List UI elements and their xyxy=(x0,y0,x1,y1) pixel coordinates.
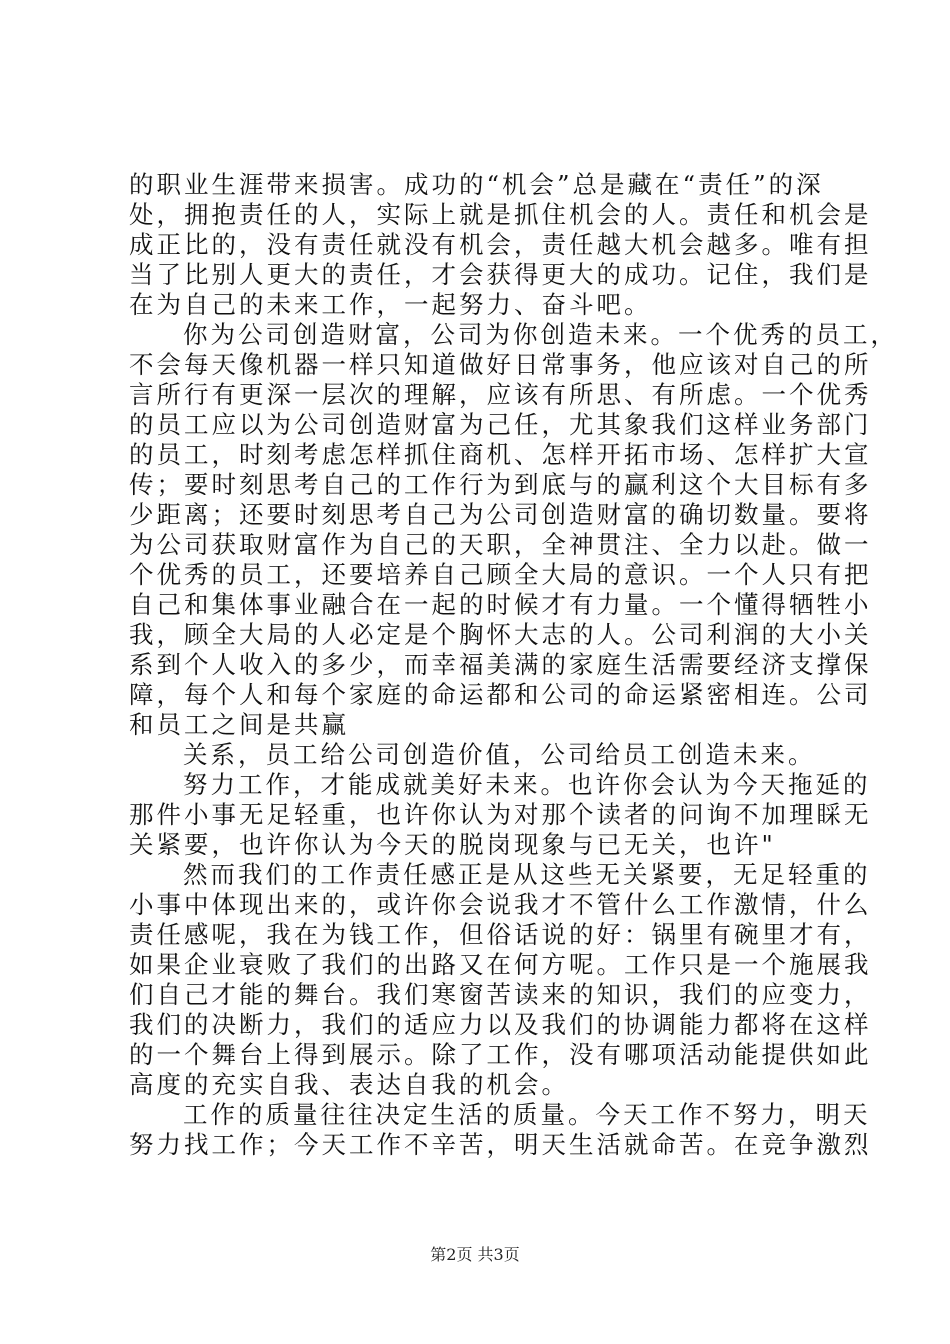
text-line: 在为自己的未来工作，一起努力、奋斗吧。 xyxy=(129,290,652,319)
page-footer: 第2页 共3页 xyxy=(430,1245,520,1264)
text-line: 系到个人收入的多少，而幸福美满的家庭生活需要经济支撑保 xyxy=(129,650,872,679)
text-line: 成正比的，没有责任就没有机会，责任越大机会越多。唯有担 xyxy=(129,230,872,259)
text-line: 的职业生涯带来损害。成功的“机会”总是藏在“责任”的深 xyxy=(129,170,824,199)
text-line: 小事中体现出来的，或许你会说我才不管什么工作激情，什么 xyxy=(129,890,872,919)
text-line: 处，拥抱责任的人，实际上就是抓住机会的人。责任和机会是 xyxy=(129,200,872,229)
text-line: 的一个舞台上得到展示。除了工作，没有哪项活动能提供如此 xyxy=(129,1040,872,1069)
text-line: 那件小事无足轻重，也许你认为对那个读者的问询不加理睬无 xyxy=(129,800,872,829)
text-line: 个优秀的员工，还要培养自己顾全大局的意识。一个人只有把 xyxy=(129,560,872,589)
text-line: 的员工应以为公司创造财富为己任，尤其象我们这样业务部门 xyxy=(129,410,872,439)
text-line: 少距离；还要时刻思考自己为公司创造财富的确切数量。要将 xyxy=(129,500,872,529)
text-line: 言所行有更深一层次的理解，应该有所思、有所虑。一个优秀 xyxy=(129,380,872,409)
text-line: 努力找工作；今天工作不辛苦，明天生活就命苦。在竞争激烈 xyxy=(129,1130,872,1159)
text-line: 的员工，时刻考虑怎样抓住商机、怎样开拓市场、怎样扩大宣 xyxy=(129,440,872,469)
text-line: 工作的质量往往决定生活的质量。今天工作不努力，明天 xyxy=(183,1100,871,1129)
document-body xyxy=(129,170,898,1160)
text-line: 传；要时刻思考自己的工作行为到底与的赢利这个大目标有多 xyxy=(129,470,872,499)
text-line: 自己和集体事业融合在一起的时候才有力量。一个懂得牺牲小 xyxy=(129,590,872,619)
text-line: 然而我们的工作责任感正是从这些无关紧要，无足轻重的 xyxy=(183,860,871,889)
text-line: 努力工作，才能成就美好未来。也许你会认为今天拖延的 xyxy=(183,770,871,799)
text-line: 和员工之间是共赢 xyxy=(129,710,349,739)
text-line: 高度的充实自我、表达自我的机会。 xyxy=(129,1070,569,1099)
text-line: 我，顾全大局的人必定是个胸怀大志的人。公司利润的大小关 xyxy=(129,620,872,649)
text-line: 们自己才能的舞台。我们寒窗苦读来的知识，我们的应变力， xyxy=(129,980,872,1009)
text-line: 障，每个人和每个家庭的命运都和公司的命运紧密相连。公司 xyxy=(129,680,872,709)
text-line: 不会每天像机器一样只知道做好日常事务，他应该对自己的所 xyxy=(129,350,872,379)
text-line: 为公司获取财富作为自己的天职，全神贯注、全力以赴。做一 xyxy=(129,530,872,559)
text-line: 当了比别人更大的责任，才会获得更大的成功。记住，我们是 xyxy=(129,260,872,289)
text-line: 关系，员工给公司创造价值，公司给员工创造未来。 xyxy=(183,740,816,769)
text-line: 我们的决断力，我们的适应力以及我们的协调能力都将在这样 xyxy=(129,1010,872,1039)
text-line: 关紧要，也许你认为今天的脱岗现象与已无关，也许" xyxy=(129,830,776,859)
text-line: 如果企业衰败了我们的出路又在何方呢。工作只是一个施展我 xyxy=(129,950,872,979)
text-line: 你为公司创造财富，公司为你创造未来。一个优秀的员工， xyxy=(183,320,898,349)
text-line: 责任感呢，我在为钱工作，但俗话说的好：锅里有碗里才有， xyxy=(129,920,872,949)
